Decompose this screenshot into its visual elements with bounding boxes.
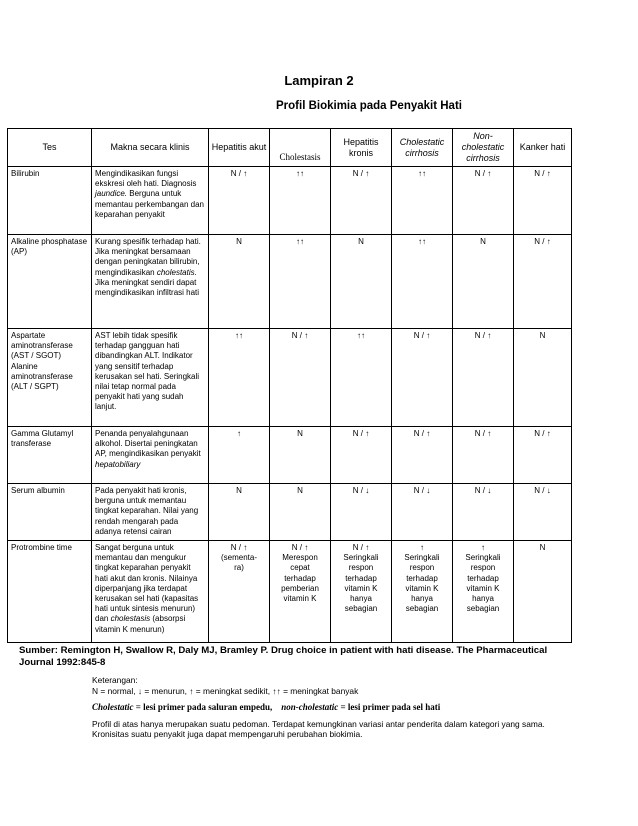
value-cholestatic-cirrhosis: ↑ Seringkali respon terhadap vitamin K hanya sebagian (392, 541, 453, 643)
value-cholestatic-cirrhosis: N / ↓ (392, 484, 453, 541)
value-cholestasis: N / ↑ Merespon cepat terhadap pemberian vitamin K (270, 541, 331, 643)
row-test-name: Alkaline phosphatase (AP) (8, 235, 92, 329)
value-cholestasis: ↑↑ (270, 167, 331, 235)
value-non-cholestatic-cirrhosis: N (453, 235, 514, 329)
value-hepatitis-kronis: N (331, 235, 392, 329)
header-non-cholestatic-cirrhosis: Non-cholestatic cirrhosis (453, 129, 514, 167)
value-kanker-hati: N (514, 541, 572, 643)
value-cholestatic-cirrhosis: N / ↑ (392, 329, 453, 427)
row-test-name: Serum albumin (8, 484, 92, 541)
legend-text: N = normal, ↓ = menurun, ↑ = meningkat sedikit, ↑↑ = meningkat banyak (92, 685, 359, 696)
value-non-cholestatic-cirrhosis: N / ↑ (453, 167, 514, 235)
value-hepatitis-akut: ↑↑ (209, 329, 270, 427)
row-clinical-meaning: Mengindikasikan fungsi ekskresi oleh hati. Diagnosis jaundice. Berguna untuk memantau perkembangan dan keparahan penyakit (92, 167, 209, 235)
table-row (8, 167, 572, 235)
source-citation: Sumber: Remington H, Swallow R, Daly MJ, Bramley P. Drug choice in patient with hati disease. The Pharmaceutical Journal 1992:845-8 (19, 645, 548, 668)
row-test-name: Bilirubin (8, 167, 92, 235)
biochemistry-table (7, 128, 572, 643)
header-makna: Makna secara klinis (92, 129, 209, 167)
table-row (8, 235, 572, 329)
notes-section (92, 675, 562, 740)
header-cholestatic-cirrhosis: Cholestatic cirrhosis (392, 129, 453, 167)
row-clinical-meaning: Kurang spesifik terhadap hati. Jika meningkat bersamaan dengan peningkatan bilirubin, mengindikasikan cholestatis. Jika meningkat sendiri dapat mengindikasikan infiltrasi hati (92, 235, 209, 329)
value-non-cholestatic-cirrhosis: N / ↑ (453, 427, 514, 484)
table-row (8, 484, 572, 541)
value-kanker-hati: N / ↑ (514, 427, 572, 484)
value-cholestatic-cirrhosis: ↑↑ (392, 167, 453, 235)
value-cholestatic-cirrhosis: ↑↑ (392, 235, 453, 329)
value-hepatitis-akut: N (209, 484, 270, 541)
header-cholestasis: Cholestasis (270, 129, 331, 167)
value-kanker-hati: N / ↑ (514, 235, 572, 329)
value-non-cholestatic-cirrhosis: N / ↓ (453, 484, 514, 541)
value-non-cholestatic-cirrhosis: N / ↑ (453, 329, 514, 427)
value-hepatitis-akut: N (209, 235, 270, 329)
value-hepatitis-akut: N / ↑ (209, 167, 270, 235)
value-hepatitis-akut: ↑ (209, 427, 270, 484)
row-test-name: Gamma Glutamyl transferase (8, 427, 92, 484)
header-kanker-hati: Kanker hati (514, 129, 572, 167)
row-clinical-meaning: Penanda penyalahgunaan alkohol. Disertai peningkatan AP, mengindikasikan penyakit hepatobiliary (92, 427, 209, 484)
value-kanker-hati: N (514, 329, 572, 427)
value-cholestatic-cirrhosis: N / ↑ (392, 427, 453, 484)
row-test-name: Aspartate aminotransferase (AST / SGOT) Alanine aminotransferase (ALT / SGPT) (8, 329, 92, 427)
header-tes: Tes (8, 129, 92, 167)
row-test-name: Protrombine time (8, 541, 92, 643)
definitions-line: Cholestatic = lesi primer pada saluran empedu, non-cholestatic = lesi primer pada sel hati (92, 702, 441, 712)
value-cholestasis: N (270, 484, 331, 541)
row-clinical-meaning: Sangat berguna untuk memantau dan mengukur tingkat keparahan penyakit hati akut dan kronis. Nilainya diperpanjang jika terdapat kerusakan sel hati (kapasitas hati untuk sintesis menurun) dan cholestasis (absorpsi vitamin K menurun) (92, 541, 209, 643)
value-hepatitis-kronis: ↑↑ (331, 329, 392, 427)
value-kanker-hati: N / ↑ (514, 167, 572, 235)
table-header-row (8, 129, 572, 167)
value-hepatitis-kronis: N / ↑ Seringkali respon terhadap vitamin K hanya sebagian (331, 541, 392, 643)
header-hepatitis-kronis: Hepatitis kronis (331, 129, 392, 167)
page-subtitle (0, 100, 638, 112)
header-hepatitis-akut: Hepatitis akut (209, 129, 270, 167)
value-cholestasis: N (270, 427, 331, 484)
value-cholestasis: ↑↑ (270, 235, 331, 329)
value-hepatitis-kronis: N / ↓ (331, 484, 392, 541)
table-row (8, 427, 572, 484)
subtitle-text: Profil Biokimia pada Penyakit Hati (276, 100, 462, 112)
value-cholestasis: N / ↑ (270, 329, 331, 427)
page-title: Lampiran 2 (284, 73, 354, 88)
row-clinical-meaning: Pada penyakit hati kronis, berguna untuk memantau tingkat keparahan. Nilai yang rendah mengarah pada adanya retensi cairan (92, 484, 209, 541)
table-row (8, 541, 572, 643)
value-non-cholestatic-cirrhosis: ↑ Seringkali respon terhadap vitamin K hanya sebagian (453, 541, 514, 643)
value-hepatitis-akut: N / ↑ (sementa- ra) (209, 541, 270, 643)
value-kanker-hati: N / ↓ (514, 484, 572, 541)
keterangan-label: Keterangan: (92, 675, 138, 685)
disclaimer-text: Profil di atas hanya merupakan suatu pedoman. Terdapat kemungkinan variasi antar penderita dalam kategori yang sama. Kronisitas suatu penyakit juga dapat mempengaruhi perubahan biokimia. (92, 718, 545, 739)
row-clinical-meaning: AST lebih tidak spesifik terhadap gangguan hati dibandingkan ALT. Indikator yang sensitif terhadap kerusakan sel hati. Seringkali nilai tetap normal pada penyakit hati yang sudah lanjut. (92, 329, 209, 427)
value-hepatitis-kronis: N / ↑ (331, 167, 392, 235)
value-hepatitis-kronis: N / ↑ (331, 427, 392, 484)
table-row (8, 329, 572, 427)
